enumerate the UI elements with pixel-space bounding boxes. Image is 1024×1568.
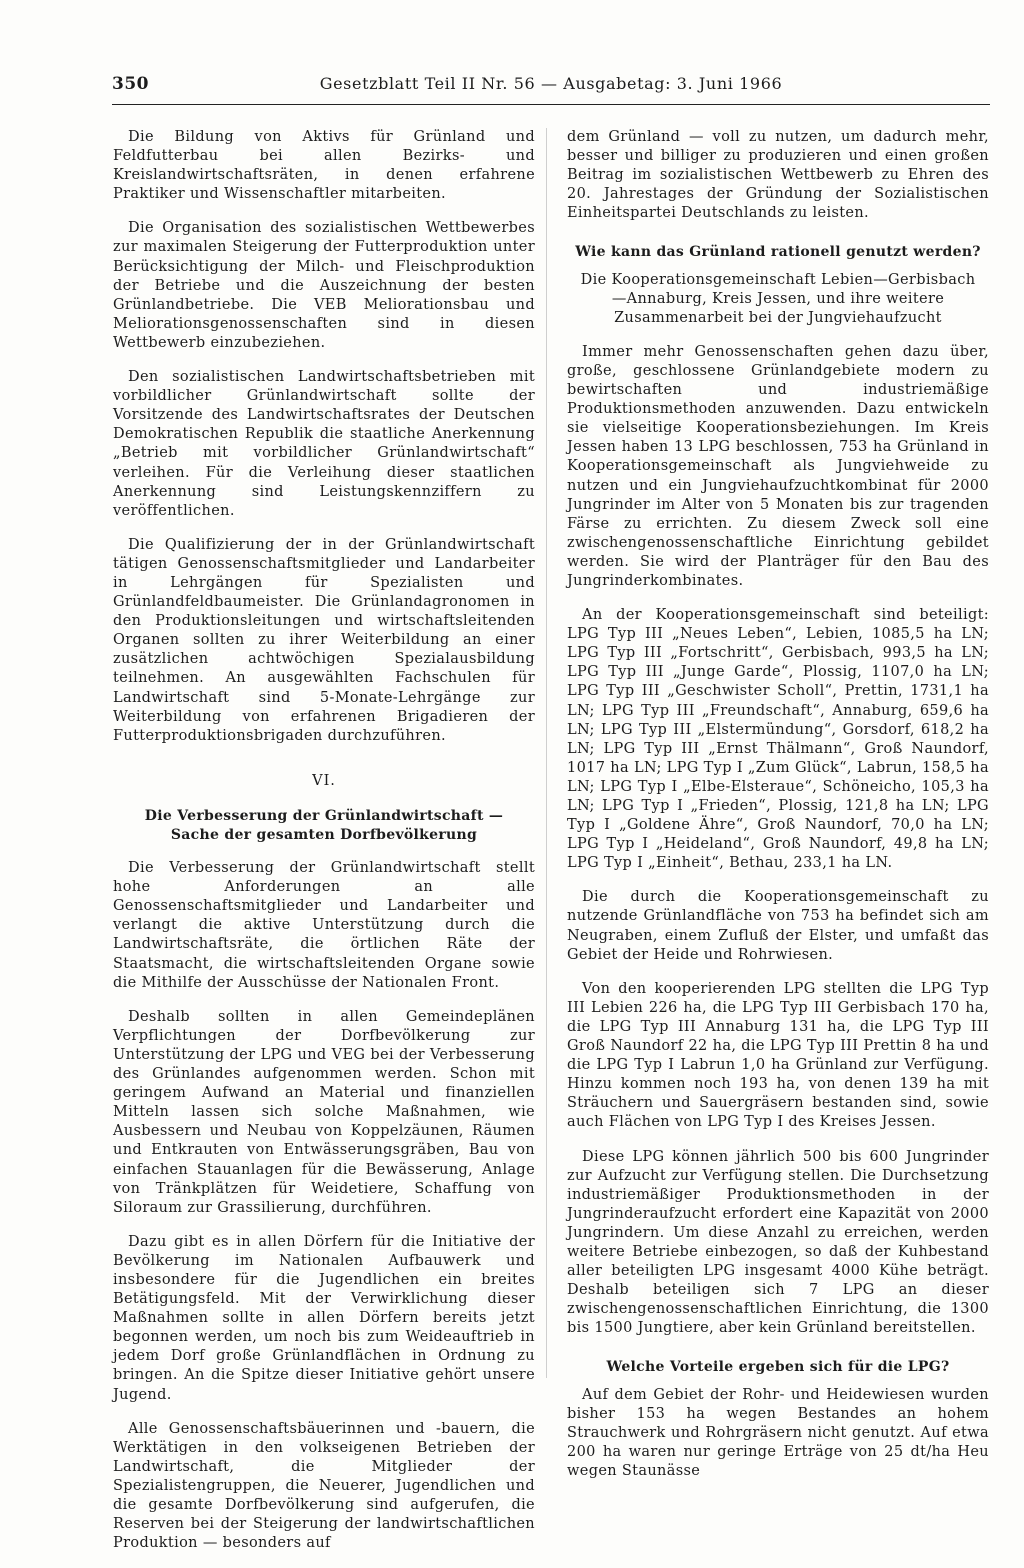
paragraph: Von den kooperierenden LPG stellten die LPG Typ III Lebien 226 ha, die LPG Typ III Gerbisbach 170 ha, die LPG Typ III Annaburg 131 ha, die LPG Typ III Groß Naundorf 22 ha, die LPG Typ III Prettin 8 ha und die LPG Typ I Labrun 1,0 ha Grünland zur Verfügung. Hinzu kommen noch 193 ha, von denen 139 ha mit Sträuchern und Sauergräsern bestanden sind, sowie auch Flächen von LPG Typ I des Kreises Jessen. xyxy=(567,980,989,1131)
paragraph: Den sozialistischen Landwirtschaftsbetrieben mit vorbildlicher Grünlandwirtschaft sollte der Vorsitzende des Landwirtschaftsrates der Deutschen Demokratischen Republik die staatliche Anerkennung „Betrieb mit vorbildlicher Grünlandwirtschaft“ verleihen. Für die Verleihung dieser staatlichen Anerkennung sind Leistungskennziffern zu veröffentlichen. xyxy=(113,369,535,519)
page-number: 350 xyxy=(112,74,149,94)
paragraph: Alle Genossenschaftsbäuerinnen und -bauern, die Werktätigen in den volkseigenen Betrieben der Landwirtschaft, die Mitglieder der Spezialistengruppen, die Neuerer, Jugendlichen und die gesamte Dorfbevölkerung sind aufgerufen, die Reserven bei der Steigerung der landwirtschaftlichen Produktion — besonders auf xyxy=(113,1420,535,1552)
paragraph: Die durch die Kooperationsgemeinschaft zu nutzende Grünlandfläche von 753 ha befindet sich am Neugraben, einem Zufluß der Elster, und umfaßt das Gebiet der Heide und Rohrwiesen. xyxy=(567,889,989,963)
paragraph: Auf dem Gebiet der Rohr- und Heidewiesen wurden bisher 153 ha wegen Bestandes an hohem Strauchwerk und Rohrgräsern nicht genutzt. Auf etwa 200 ha waren nur geringe Erträge von 25 dt/ha Heu wegen Staunässe xyxy=(567,1386,989,1479)
paragraph: Diese LPG können jährlich 500 bis 600 Jungrinder zur Aufzucht zur Verfügung stellen. Die Durchsetzung industriemäßiger Produktionsmethoden in der Jungrinderaufzucht erfordert eine Kapazität von 2000 Jungrindern. Um diese Anzahl zu erreichen, werden weitere Betriebe einbezogen, so daß der Kuhbestand aller beteiligten LPG insgesamt 4000 Kühe beträgt. Deshalb beteiligen sich 7 LPG an dieser zwischengenossenschaftlichen Einrichtung, die 1300 bis 1500 Jungtiere, aber kein Grünland bereitstellen. xyxy=(567,1148,989,1337)
section-heading-line: Die Verbesserung der Grünlandwirtschaft — xyxy=(144,807,504,824)
paragraph: Die Organisation des sozialistischen Wettbewerbes zur maximalen Steigerung der Futterproduktion unter Berücksichtigung der Milch- und Fleischproduktion der Betriebe und die Auszeichnung der besten Grünlandbetriebe. Die VEB Meliorationsbau und Meliorationsgenossenschaften sind in diesen Wettbewerb einzubeziehen. xyxy=(113,220,535,351)
paragraph: Die Bildung von Aktivs für Grünland und Feldfutterbau bei allen Bezirks- und Kreislandwirtschaftsräten, in denen erfahrene Praktiker und Wissenschaftler mitarbeiten. xyxy=(113,129,535,203)
section-number: VI. xyxy=(312,772,336,789)
page-header xyxy=(112,72,990,105)
left-column xyxy=(113,128,535,1568)
paragraph: dem Grünland — voll zu nutzen, um dadurch mehr, besser und billiger zu produzieren und einen großen Beitrag im sozialistischen Wettbewerb zu Ehren des 20. Jahrestages der Gründung der Sozialistischen Einheitspartei Deutschlands zu leisten. xyxy=(567,129,989,222)
subsection-heading: Welche Vorteile ergeben sich für die LPG? xyxy=(606,1359,950,1376)
section-heading xyxy=(113,807,535,845)
header-title: Gesetzblatt Teil II Nr. 56 — Ausgabetag: 3. Juni 1966 xyxy=(319,74,783,93)
section-heading-line: Sache der gesamten Dorfbevölkerung xyxy=(170,827,478,843)
paragraph: Deshalb sollten in allen Gemeindeplänen Verpflichtungen der Dorfbevölkerung zur Unterstützung der LPG und VEG bei der Verbesserung des Grünlandes aufgenommen werden. Schon mit geringem Aufwand an Material und finanziellen Mitteln lassen sich solche Maßnahmen, wie Ausbessern und Neubau von Koppelzäunen, Räumen und Entkrauten von Entwässerungsgräben, Bau von einfachen Stauanlagen für die Bewässerung, Anlage von Tränkplätzen für Weidetiere, Schaffung von Siloraum zur Grassilierung, durchführen. xyxy=(113,1008,535,1216)
right-column xyxy=(567,128,989,1496)
paragraph: Die Qualifizierung der in der Grünlandwirtschaft tätigen Genossenschaftsmitglieder und Landarbeiter in Lehrgängen für Spezialisten und Grünlandfeldbaumeister. Die Grünlandagronomen in den Produktionsleitungen und wirtschaftsleitenden Organen sollten zu ihrer Weiterbildung an einer zusätzlichen achtwöchigen Spezialausbildung teilnehmen. An ausgewählten Fachschulen für Landwirtschaft sind 5-Monate-Lehrgänge zur Weiterbildung von erfahrenen Brigadieren der Futterproduktionsbrigaden durchzuführen. xyxy=(113,536,535,744)
paragraph: An der Kooperationsgemeinschaft sind beteiligt: LPG Typ III „Neues Leben“, Lebien, 1085,5 ha LN; LPG Typ III „Fortschritt“, Gerbisbach, 993,5 ha LN; LPG Typ III „Junge Garde“, Plossig, 1107,0 ha LN; LPG Typ III „Geschwister Scholl“, Prettin, 1731,1 ha LN; LPG Typ III „Freundschaft“, Annaburg, 659,6 ha LN; LPG Typ III „Elstermündung“, Gorsdorf, 618,2 ha LN; LPG Typ III „Ernst Thälmann“, Groß Naundorf, 1017 ha LN; LPG Typ I „Zum Glück“, Labrun, 158,5 ha LN; LPG Typ I „Elbe-Elsteraue“, Schöneicho, 105,3 ha LN; LPG Typ I „Frieden“, Plossig, 121,8 ha LN; LPG Typ I „Goldene Ähre“, Groß Naundorf, 70,0 ha LN; LPG Typ I „Heideland“, Groß Naundorf, 49,8 ha LN; LPG Typ I „Einheit“, Bethau, 233,1 ha LN. xyxy=(567,607,989,872)
column-divider xyxy=(546,128,547,1378)
paragraph: Dazu gibt es in allen Dörfern für die Initiative der Bevölkerung im Nationalen Aufbauwerk und insbesondere für die Jugendlichen ein breites Betätigungsfeld. Mit der Verwirklichung dieser Maßnahmen sollte in allen Dörfern bereits jetzt begonnen werden, um noch bis zum Weideauftrieb in jedem Dorf große Grünlandflächen in Ordnung zu bringen. An die Spitze dieser Initiative gehört unsere Jugend. xyxy=(113,1233,535,1403)
paragraph: Immer mehr Genossenschaften gehen dazu über, große, geschlossene Grünlandgebiete modern zu bewirtschaften und industriemäßige Produktionsmethoden anzuwenden. Dazu entwickeln sie vielseitige Kooperationsbeziehungen. Im Kreis Jessen haben 13 LPG beschlossen, 753 ha Grünland in Kooperationsgemeinschaft als Jungviehweide zu nutzen und ein Jungviehaufzuchtkombinat für 2000 Jungrinder im Alter von 5 Monaten bis zur tragenden Färse zu errichten. Zu diesem Zweck soll eine zwischengenossenschaftliche Einrichtung gebildet werden. Sie wird der Planträger für den Bau des Jungrinderkombinates. xyxy=(567,343,989,589)
subsection-heading: Wie kann das Grünland rationell genutzt werden? xyxy=(575,244,981,261)
subsection-subheading: Die Kooperationsgemeinschaft Lebien—Gerbisbach—Annaburg, Kreis Jessen, und ihre weitere Zusammenarbeit bei der Jungviehaufzucht xyxy=(580,271,976,326)
paragraph: Die Verbesserung der Grünlandwirtschaft stellt hohe Anforderungen an alle Genossenschaftsmitglieder und Landarbeiter und verlangt die aktive Unterstützung durch die Landwirtschaftsräte, die örtlichen Räte der Staatsmacht, die wirtschaftsleitenden Organe sowie die Mithilfe der Ausschüsse der Nationalen Front. xyxy=(113,860,535,991)
